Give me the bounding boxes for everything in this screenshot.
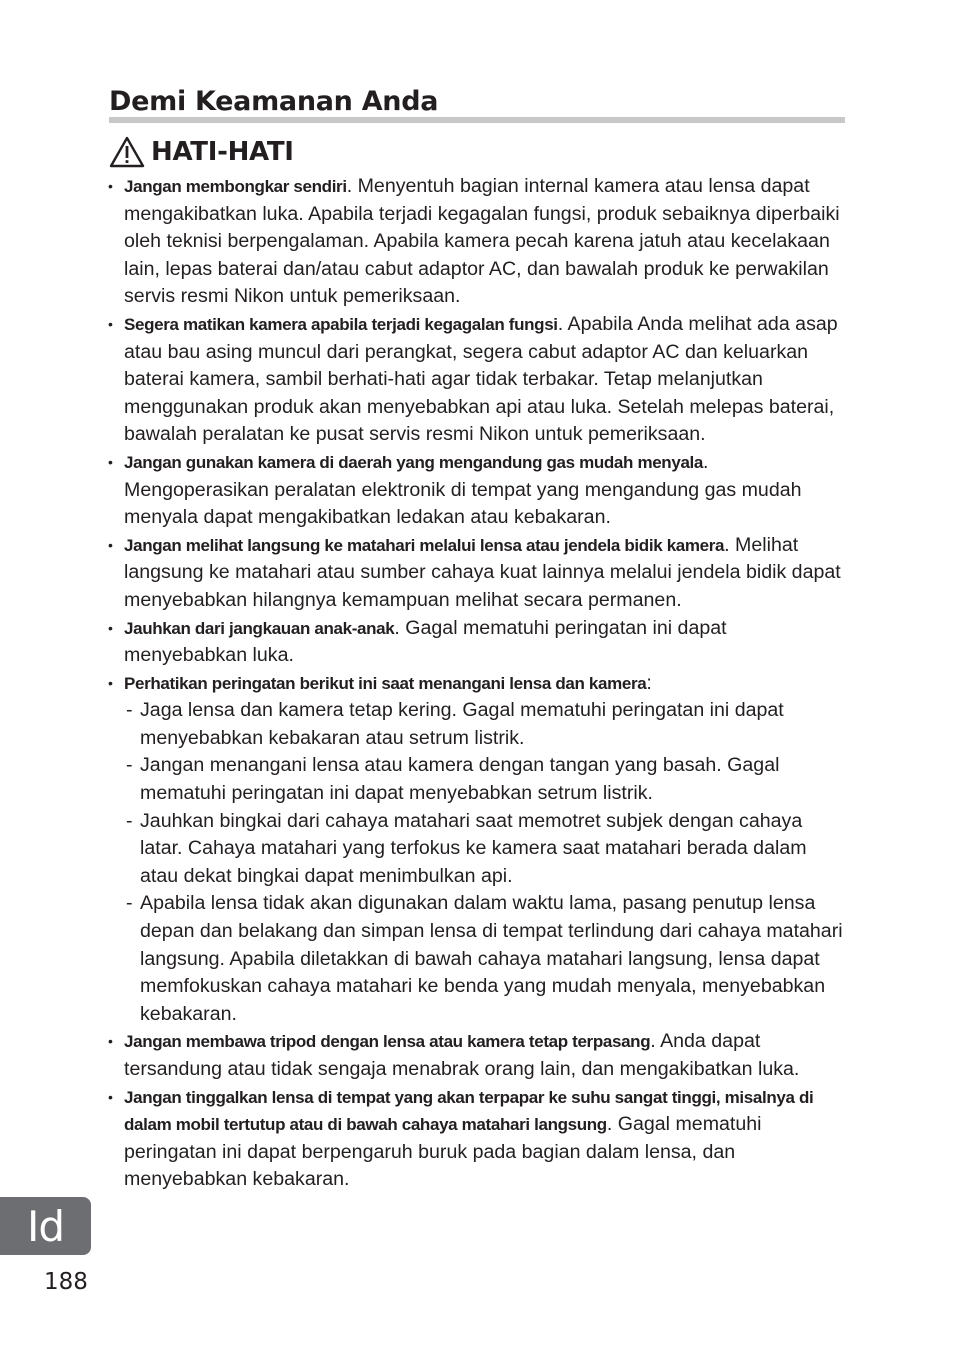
bullet: • — [108, 1088, 113, 1105]
sub-item-text: Jangan menangani lensa atau kamera dengan tangan yang basah. Gagal mematuhi peringatan ini dapat menyebabkan setrum listrik. — [140, 754, 780, 805]
warning-text: Mengoperasikan peralatan elektronik di tempat yang mengandung gas mudah menyala dapat mengakibatkan ledakan atau kebakaran. — [124, 478, 802, 529]
warning-lead: Jangan gunakan kamera di daerah yang mengandung gas mudah menyala — [124, 452, 704, 472]
sub-item-text: Apabila lensa tidak akan digunakan dalam waktu lama, pasang penutup lensa depan dan belakang dan simpan lensa di tempat terlindung dari cahaya matahari langsung. Apabila diletakkan di bawah cahaya matahari langsung, lensa dapat memfokuskan cahaya matahari ke benda yang mudah menyala, menyebabkan kebakaran. — [140, 892, 843, 1025]
warning-item — [106, 173, 846, 311]
dash: - — [126, 892, 133, 915]
sub-list — [124, 697, 846, 1028]
warning-text: Apabila Anda melihat ada asap atau bau asing muncul dari perangkat, segera cabut adaptor AC dan keluarkan baterai kamera, sambil berhati-hati agar tidak terbakar. Tetap melanjutkan menggunakan produk akan menyebabkan api atau luka. Setelah melepas baterai, bawalah peralatan ke pusat servis resmi Nikon untuk pemeriksaan. — [124, 312, 838, 446]
bullet: • — [108, 315, 113, 332]
caution-label: HATI-HATI — [151, 137, 294, 167]
warning-lead: Jangan membongkar sendiri — [124, 177, 347, 196]
warning-lead: Jauhkan dari jangkauan anak-anak — [124, 618, 395, 638]
dash: - — [126, 809, 133, 832]
warning-sep: . — [650, 1030, 656, 1053]
sub-item-text: Jaga lensa dan kamera tetap kering. Gagal mematuhi peringatan ini dapat menyebabkan kebakaran atau setrum listrik. — [140, 699, 784, 749]
warning-item — [106, 670, 846, 1029]
bullet: • — [108, 536, 113, 553]
bullet: • — [108, 178, 113, 194]
warning-text: Gagal mematuhi peringatan ini dapat berpengaruh buruk pada bagian dalam lensa, dan menyebabkan kebakaran. — [124, 1113, 762, 1191]
title-rule — [109, 117, 845, 123]
sub-item — [124, 697, 846, 752]
sub-item-text: Jauhkan bingkai dari cahaya matahari saat memotret subjek dengan cahaya latar. Cahaya matahari yang terfokus ke kamera saat matahari berada dalam atau dekat bingkai dapat menimbulkan api. — [140, 809, 807, 887]
sub-item — [124, 890, 846, 1028]
language-tab: Id — [0, 1197, 91, 1255]
sub-item — [124, 752, 846, 807]
dash: - — [126, 754, 133, 777]
warning-text: Menyentuh bagian internal kamera atau lensa dapat mengakibatkan luka. Apabila terjadi kegagalan fungsi, produk sebaiknya diperbaiki oleh teknisi berpengalaman. Apabila kamera pecah karena jatuh atau kecelakaan lain, lepas baterai dan/atau cabut adaptor AC, dan bawalah produk ke perwakilan servis resmi Nikon untuk pemeriksaan. — [124, 175, 840, 308]
warning-item — [106, 449, 846, 532]
bullet: • — [108, 619, 113, 636]
warning-text: Melihat langsung ke matahari atau sumber cahaya kuat lainnya melalui jendela bidik dapat menyebabkan hilangnya kemampuan melihat secara permanen. — [124, 533, 841, 611]
warning-sep: . — [724, 533, 730, 556]
page-number: 188 — [44, 1269, 88, 1295]
warning-item — [106, 1084, 846, 1194]
warning-lead: Perhatikan peringatan berikut ini saat menangani lensa dan kamera — [124, 673, 647, 693]
warning-item — [106, 1028, 846, 1083]
page-title: Demi Keamanan Anda — [109, 86, 439, 117]
warning-item — [106, 615, 846, 670]
bullet: • — [108, 1033, 113, 1050]
bullet: • — [108, 453, 113, 470]
warning-item — [106, 311, 846, 449]
warning-sep: . — [557, 312, 564, 335]
warning-lead: Jangan tinggalkan lensa di tempat yang akan terpapar ke suhu sangat tinggi, misalnya di dalam mobil tertutup atau di bawah cahaya matahari langsung — [124, 1087, 814, 1135]
dash: - — [126, 699, 133, 722]
warning-sep: : — [646, 671, 652, 694]
caution-heading — [109, 134, 294, 170]
warning-lead: Segera matikan kamera apabila terjadi kegagalan fungsi — [124, 314, 558, 334]
sub-item — [124, 808, 846, 891]
warning-sep: . — [606, 1113, 613, 1136]
warning-sep: . — [394, 616, 400, 639]
bullet: • — [108, 674, 113, 691]
warning-triangle-icon — [109, 136, 145, 168]
warning-sep: . — [703, 450, 709, 473]
warning-lead: Jangan membawa tripod dengan lensa atau kamera tetap terpasang — [124, 1032, 651, 1052]
warning-item — [106, 532, 846, 615]
warning-text: Gagal mematuhi peringatan ini dapat menyebabkan luka. — [124, 616, 727, 667]
warning-sep: . — [346, 175, 353, 197]
warning-lead: Jangan melihat langsung ke matahari melalui lensa atau jendela bidik kamera — [124, 535, 725, 555]
warning-list — [106, 173, 846, 1194]
warning-text: Anda dapat tersandung atau tidak sengaja menabrak orang lain, dan mengakibatkan luka. — [124, 1030, 800, 1080]
